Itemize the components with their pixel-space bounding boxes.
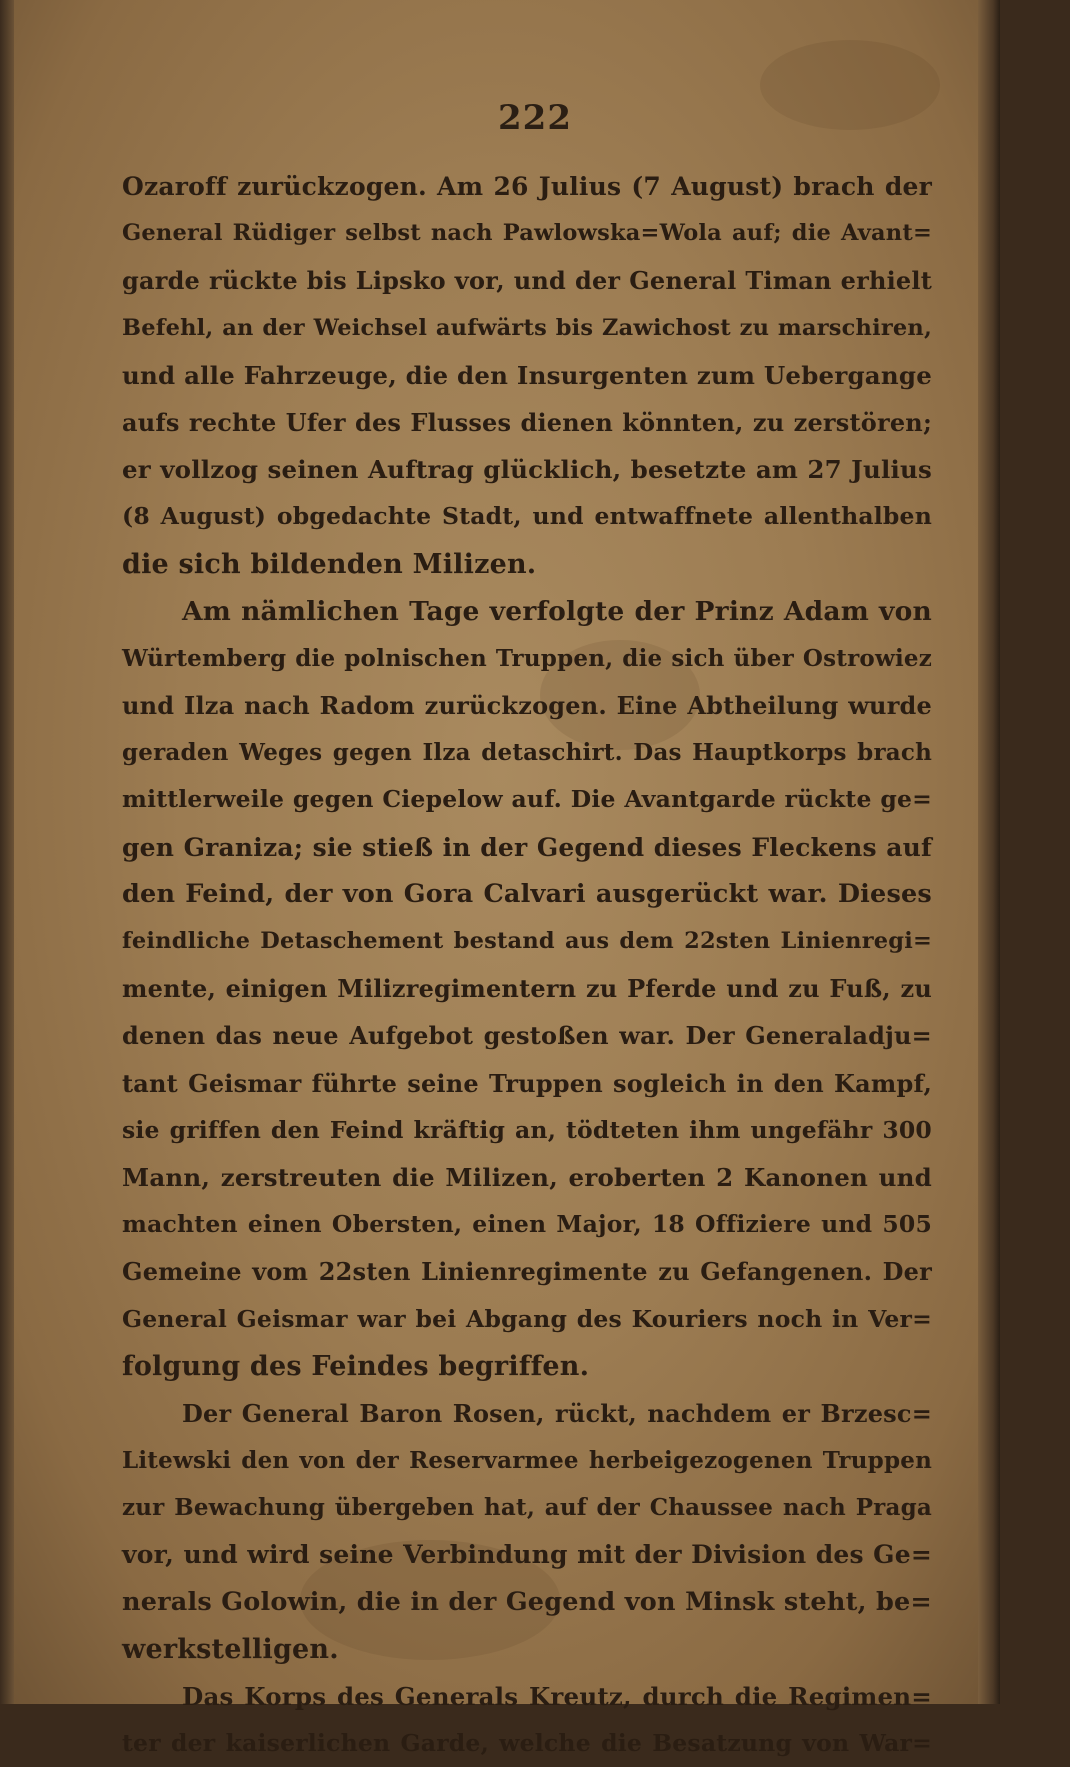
page-left-edge <box>0 0 14 1704</box>
page-number: 222 <box>498 98 572 138</box>
text-line: mittlerweile gegen Ciepelow auf. Die Avantgarde rückte ge= <box>122 785 932 814</box>
text-line: feindliche Detaschement bestand aus dem 22sten Linienregi= <box>122 928 932 954</box>
text-line: und alle Fahrzeuge, die den Insurgenten zum Uebergange <box>122 360 932 390</box>
text-line: Ozaroff zurückzogen. Am 26 Julius (7 August) brach der <box>122 172 932 201</box>
text-line: General Geismar war bei Abgang des Kouriers noch in Ver= <box>122 1304 932 1333</box>
text-line: General Rüdiger selbst nach Pawlowska=Wola auf; die Avant= <box>122 220 932 247</box>
text-line: Befehl, an der Weichsel aufwärts bis Zawichost zu marschiren, <box>122 314 932 341</box>
text-line: den Feind, der von Gora Calvari ausgerückt war. Dieses <box>122 878 932 909</box>
body-text <box>122 163 932 1767</box>
text-line: Am nämlichen Tage verfolgte der Prinz Adam von <box>182 595 932 627</box>
text-line: (8 August) obgedachte Stadt, und entwaffnete allenthalben <box>122 502 932 531</box>
text-line: mente, einigen Milizregimentern zu Pferde und zu Fuß, zu <box>122 974 932 1004</box>
text-line: gen Graniza; sie stieß in der Gegend dieses Fleckens auf <box>122 832 932 862</box>
text-line: Der General Baron Rosen, rückt, nachdem er Brzesc= <box>182 1398 932 1428</box>
text-line: nerals Golowin, die in der Gegend von Minsk steht, be= <box>122 1586 932 1617</box>
text-line: folgung des Feindes begriffen. <box>122 1350 590 1382</box>
text-line: sie griffen den Feind kräftig an, tödteten ihm ungefähr 300 <box>122 1115 932 1144</box>
text-line: aufs rechte Ufer des Flusses dienen könnten, zu zerstören; <box>122 407 932 437</box>
text-line: machten einen Obersten, einen Major, 18 Offiziere und 505 <box>122 1210 932 1239</box>
text-line: und Ilza nach Radom zurückzogen. Eine Abtheilung wurde <box>122 691 932 721</box>
text-line: geraden Weges gegen Ilza detaschirt. Das Hauptkorps brach <box>122 739 932 767</box>
text-line: denen das neue Aufgebot gestoßen war. Der Generaladju= <box>122 1021 932 1051</box>
text-line: er vollzog seinen Auftrag glücklich, besetzte am 27 Julius <box>122 455 932 485</box>
page-right-edge <box>978 0 1000 1704</box>
text-line: Das Korps des Generals Kreutz, durch die Regimen= <box>182 1682 932 1711</box>
text-line: Litewski den von der Reservarmee herbeigezogenen Truppen <box>122 1447 932 1475</box>
text-line: tant Geismar führte seine Truppen sogleich in den Kampf, <box>122 1068 932 1098</box>
text-line: werkstelligen. <box>122 1633 339 1665</box>
text-line: garde rückte bis Lipsko vor, und der General Timan erhielt <box>122 266 932 296</box>
text-line: Würtemberg die polnischen Truppen, die sich über Ostrowiez <box>122 644 932 672</box>
text-line: zur Bewachung übergeben hat, auf der Chaussee nach Praga <box>122 1494 932 1522</box>
text-line: die sich bildenden Milizen. <box>122 548 537 580</box>
text-line: ter der kaiserlichen Garde, welche die Besatzung von War= <box>122 1729 932 1758</box>
text-line: vor, und wird seine Verbindung mit der Division des Ge= <box>122 1540 932 1570</box>
text-line: Mann, zerstreuten die Milizen, eroberten 2 Kanonen und <box>122 1162 932 1192</box>
text-line: Gemeine vom 22sten Linienregimente zu Gefangenen. Der <box>122 1257 932 1287</box>
